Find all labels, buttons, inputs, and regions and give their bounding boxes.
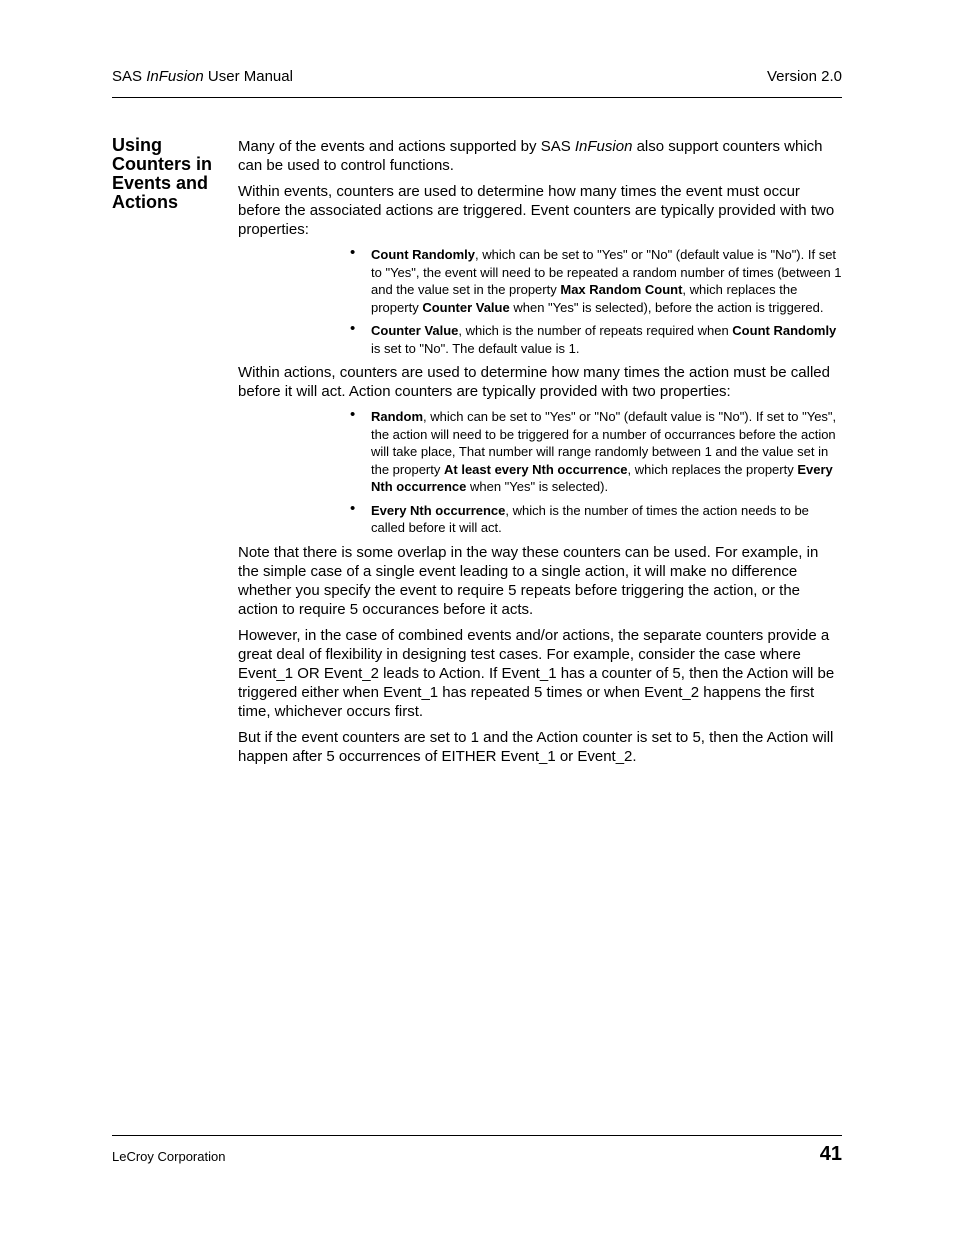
company-name: LeCroy Corporation (112, 1149, 226, 1164)
property-description: , which can be set to "Yes" or "No" (default value is "No"). If set to "Yes", the event will need to be repeated a random number of times (between 1 and the value set in the property (371, 247, 842, 297)
bullet-icon: • (350, 320, 356, 337)
combined-events-paragraph: However, in the case of combined events and/or actions, the separate counters provide a great deal of flexibility in designing test cases. For example, consider the case where Event_1 OR Event_2 leads to Action. If Event_1 has a counter of 5, then the Action will be triggered either when Event_1 has repeated 5 times or when Event_2 happens the first time, whichever occurs first. (238, 626, 835, 720)
page-footer (112, 1135, 842, 1169)
bullet-icon: • (350, 244, 356, 261)
property-name: Max Random Count (560, 282, 683, 297)
page-header (112, 64, 842, 98)
action-counter-list (238, 408, 842, 537)
either-event-paragraph: But if the event counters are set to 1 and the Action counter is set to 5, then the Action will happen after 5 occurrences of EITHER Event_1 or Event_2. (238, 728, 834, 765)
page-number: 41 (819, 1143, 842, 1165)
property-description: , which replaces the property (371, 282, 798, 315)
manual-title-suffix: User Manual (203, 68, 293, 85)
events-paragraph: Within events, counters are used to determine how many times the event must occur before the associated actions are triggered. Event counters are typically provided with two properties: (238, 183, 835, 238)
section-body (238, 137, 842, 773)
actions-paragraph: Within actions, counters are used to determine how many times the action must be called before it will act. Action counters are typically provided with two properties: (238, 364, 830, 400)
property-name: At least every Nth occurrence (444, 461, 628, 477)
list-item (350, 244, 842, 316)
intro-paragraph (238, 137, 842, 175)
list-item (350, 406, 842, 496)
property-name: Random (371, 409, 423, 424)
property-description: , which can be set to "Yes" or "No" (default value is "No"). If set to "Yes", the action will need to be triggered for a number of occurrances before the action will take place, That number will range randomly between 1 and the value set in the property (371, 409, 837, 477)
manual-title-prefix: SAS (112, 68, 147, 85)
intro-text-b: also support counters which can be used to control functions. (238, 138, 823, 174)
bullet-icon: • (350, 406, 356, 423)
intro-text-a: Many of the events and actions supported by SAS (238, 138, 575, 155)
event-counter-list (238, 246, 842, 357)
property-description: when "Yes" is selected), before the action is triggered. (509, 299, 824, 315)
bullet-icon: • (350, 499, 356, 517)
intro-product-name: InFusion (574, 138, 633, 155)
property-name: Counter Value (422, 299, 510, 315)
property-description: , which is the number of repeats required when (458, 323, 733, 338)
property-description: is set to "No". The default value is 1. (371, 340, 580, 356)
property-name: Counter Value (371, 323, 459, 338)
manual-title-product: InFusion (146, 68, 204, 85)
property-name: Count Randomly (371, 247, 475, 262)
property-name: Every Nth occurrence (371, 461, 833, 494)
property-name: Every Nth occurrence (371, 502, 506, 518)
list-item (350, 499, 842, 537)
overlap-note-paragraph: Note that there is some overlap in the way these counters can be used. For example, in the simple case of a single event leading to a single action, it will make no difference whether you specify the event to require 5 repeats before triggering the action, or the action to require 5 occurances before it acts. (238, 543, 819, 618)
manual-title (112, 66, 293, 88)
list-item (350, 320, 842, 357)
version-label: Version 2.0 (766, 68, 842, 85)
property-description: , which is the number of times the action needs to be called before it will act. (371, 502, 809, 535)
property-description: when "Yes" is selected). (466, 479, 609, 494)
property-description: , which replaces the property (627, 461, 798, 477)
section-heading: Using Counters in Events and Actions (112, 135, 213, 212)
property-name: Count Randomly (732, 323, 837, 338)
